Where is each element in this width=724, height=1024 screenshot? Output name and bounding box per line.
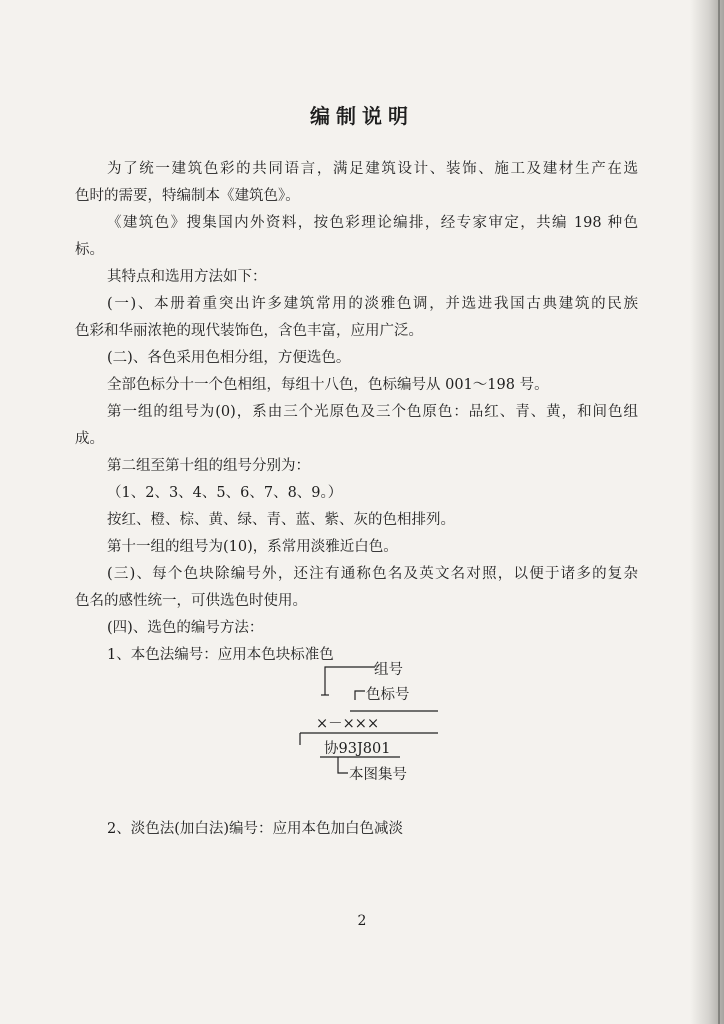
code-format: ×－××× bbox=[316, 716, 380, 732]
paragraph-line: 色时的需要，特编制本《建筑色》。 bbox=[75, 188, 300, 204]
paragraph-line: 其特点和选用方法如下： bbox=[107, 269, 267, 285]
paragraph-line: 色彩和华丽浓艳的现代装饰色，含色丰富，应用广泛。 bbox=[75, 323, 423, 339]
page-title: 编制说明 bbox=[310, 104, 414, 128]
paragraph-line: 第二组至第十组的组号分别为： bbox=[107, 458, 310, 474]
standard-number: 协93J801 bbox=[324, 741, 391, 757]
paragraph-line: 2、淡色法(加白法)编号：应用本色加白色减淡 bbox=[107, 821, 404, 837]
page-number: 2 bbox=[357, 913, 367, 929]
paragraph-line: 成。 bbox=[75, 431, 104, 447]
paragraph-line: 为了统一建筑色彩的共同语言，满足建筑设计、装饰、施工及建材生产在选 bbox=[107, 161, 638, 177]
page-edge-line bbox=[718, 0, 720, 1024]
numbering-diagram bbox=[290, 655, 460, 785]
paragraph-line: 标。 bbox=[75, 242, 104, 258]
paragraph-line: （1、2、3、4、5、6、7、8、9。） bbox=[107, 485, 343, 501]
paragraph-line: 全部色标分十一个色相组，每组十八色，色标编号从 001～198 号。 bbox=[107, 377, 549, 393]
paragraph-line: (四)、选色的编号方法： bbox=[107, 620, 264, 636]
paragraph-line: 按红、橙、棕、黄、绿、青、蓝、紫、灰的色相排列。 bbox=[107, 512, 455, 528]
paragraph-line: 第一组的组号为(0)，系由三个光原色及三个色原色：品红、青、黄，和间色组 bbox=[107, 404, 638, 420]
paragraph-line: 《建筑色》搜集国内外资料，按色彩理论编排，经专家审定，共编 198 种色 bbox=[107, 215, 638, 231]
paragraph-line: 色名的感性统一，可供选色时使用。 bbox=[75, 593, 307, 609]
group-number-label: 组号 bbox=[374, 662, 403, 678]
paragraph-line: (二)、各色采用色相分组，方便选色。 bbox=[107, 350, 351, 366]
paragraph-line: (三)、每个色块除编号外，还注有通称色名及英文名对照，以便于诸多的复杂 bbox=[107, 566, 638, 582]
paragraph-line: (一)、本册着重突出许多建筑常用的淡雅色调，并选进我国古典建筑的民族 bbox=[107, 296, 638, 312]
atlas-number-label: 本图集号 bbox=[349, 767, 407, 783]
color-code-label: 色标号 bbox=[366, 687, 410, 703]
paragraph-line: 1、本色法编号：应用本色块标准色 bbox=[107, 647, 334, 663]
paragraph-line: 第十一组的组号为(10)，系常用淡雅近白色。 bbox=[107, 539, 398, 555]
